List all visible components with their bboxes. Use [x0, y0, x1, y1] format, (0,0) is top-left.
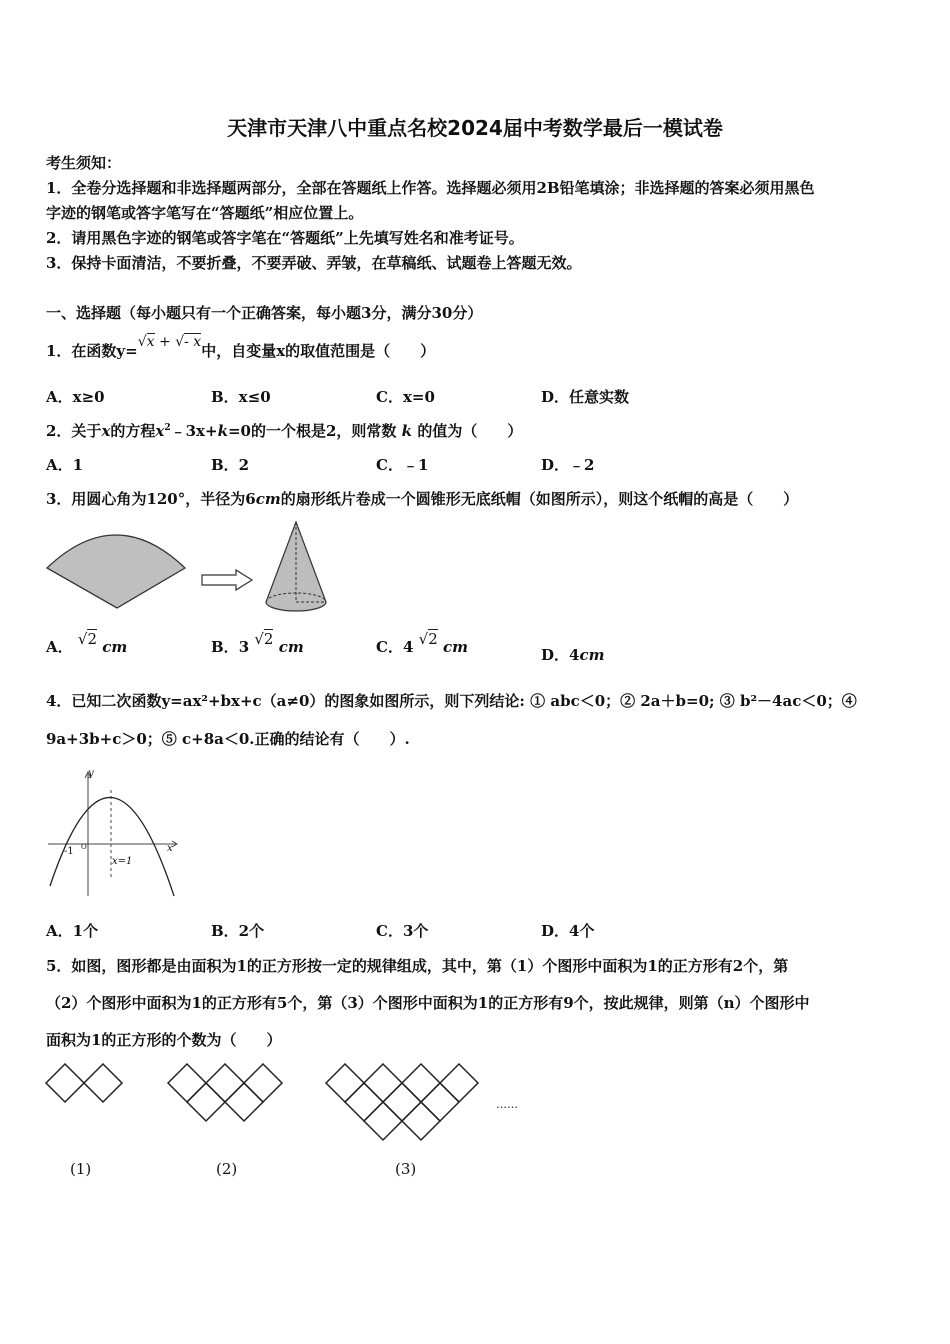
sqrt-sign: √2	[77, 630, 97, 648]
q2-option-d[interactable]: D．﹣2	[541, 456, 595, 474]
q3-unit: cm	[255, 490, 281, 508]
q1-formula	[138, 334, 201, 350]
q1-radicand-1: x	[146, 334, 155, 350]
notice-item-2: 2．请用黑色字迹的钢笔或答字笔在“答题纸”上先填写姓名和准考证号。	[46, 229, 524, 247]
question-1	[46, 334, 436, 361]
q1-option-c[interactable]: C．x=0	[376, 388, 435, 406]
neg-one-label: -1	[64, 846, 74, 857]
q4-option-c[interactable]: C．3个	[376, 922, 429, 940]
q2-text: 的方程	[110, 422, 156, 440]
page-title: 天津市天津八中重点名校2024届中考数学最后一模试卷	[227, 116, 723, 140]
q1-option-b[interactable]: B．x≤0	[211, 388, 271, 406]
option-letter: C．	[376, 638, 403, 656]
question-5-line-1: 5．如图，图形都是由面积为1的正方形按一定的规律组成，其中，第（1）个图形中面积为1的正方形有2个，第	[46, 957, 789, 975]
option-coefficient: 3	[238, 638, 250, 656]
q2-option-a[interactable]: A．1	[46, 456, 84, 474]
question-4-line-2: 9a+3b+c＞0；⑤ c+8a＜0.正确的结论有（ ）.	[46, 730, 410, 748]
cone-figure	[260, 518, 332, 618]
option-letter: D．	[541, 646, 570, 664]
question-4-line-1: 4．已知二次函数y=ax²+bx+c（a≠0）的图象如图所示，则下列结论: ① abc＜0；② 2a＋b=0; ③ b²－4ac＜0；④	[46, 692, 857, 710]
figure-label-3: (3)	[395, 1160, 417, 1178]
parabola-svg	[44, 768, 184, 900]
q1-prefix: 1．在函数y=	[46, 342, 138, 360]
q1-radicand-2: - x	[184, 334, 202, 350]
q3-option-b[interactable]	[211, 630, 304, 657]
option-unit: cm	[102, 638, 128, 656]
q2-var-x: x	[101, 422, 111, 440]
q2-var-x: x	[155, 422, 165, 440]
sqrt-sign: √2	[254, 630, 274, 648]
q3-text: 3．用圆心角为120°，半径为6	[46, 490, 256, 508]
option-unit: cm	[442, 638, 468, 656]
y-axis-label: y	[88, 768, 94, 779]
radicand: 2	[263, 630, 274, 648]
q1-option-a[interactable]: A．x≥0	[46, 388, 105, 406]
question-2	[46, 420, 522, 441]
radicand: 2	[87, 630, 97, 648]
question-5-line-2: （2）个图形中面积为1的正方形有5个，第（3）个图形中面积为1的正方形有9个，按此规律，则第（n）个图形中	[46, 994, 810, 1012]
pattern-ellipsis: ……	[496, 1098, 518, 1111]
sqrt-sign: √	[137, 334, 147, 350]
sector-figure	[44, 520, 189, 612]
q1-option-d[interactable]: D．任意实数	[541, 388, 630, 406]
q4-option-a[interactable]: A．1个	[46, 922, 99, 940]
notice-item-3: 3．保持卡面清洁，不要折叠，不要弄破、弄皱，在草稿纸、试题卷上答题无效。	[46, 254, 582, 272]
question-3	[46, 488, 798, 509]
q2-text: =0的一个根是2，则常数	[227, 422, 397, 440]
arrow-right-icon	[200, 568, 254, 592]
square-pattern-figures	[40, 1060, 530, 1150]
symmetry-axis-label: x=1	[112, 856, 133, 867]
q2-option-c[interactable]: C．﹣1	[376, 456, 429, 474]
notice-heading: 考生须知：	[46, 154, 122, 172]
radicand: 2	[428, 630, 438, 648]
x-axis-label: x	[167, 843, 173, 854]
q2-var-k: k	[217, 422, 228, 440]
parabola-graph	[44, 768, 184, 900]
question-5-line-3: 面积为1的正方形的个数为（ ）	[46, 1031, 282, 1049]
q2-var-k: k	[401, 422, 413, 440]
option-coefficient: 4	[569, 646, 580, 664]
q2-text: 的值为（ ）	[417, 422, 523, 440]
q3-option-a[interactable]	[46, 630, 128, 657]
q2-option-b[interactable]: B．2	[211, 456, 250, 474]
option-letter: A．	[46, 638, 73, 656]
q3-text: 的扇形纸片卷成一个圆锥形无底纸帽（如图所示），则这个纸帽的高是（ ）	[280, 490, 799, 508]
sqrt-sign: √2	[418, 630, 438, 648]
option-coefficient: 4	[402, 638, 414, 656]
q3-option-c[interactable]	[376, 630, 468, 657]
notice-item-1-cont: 字迹的钢笔或答字笔写在“答题纸”相应位置上。	[46, 204, 364, 222]
q3-option-d[interactable]	[541, 644, 604, 665]
origin-label: O	[81, 843, 87, 851]
section-heading: 一、选择题（每小题只有一个正确答案，每小题3分，满分30分）	[46, 304, 483, 322]
sqrt-sign: √	[175, 334, 185, 350]
q2-text: 2．关于	[46, 422, 102, 440]
q2-exponent: 2	[164, 423, 171, 433]
figure-label-1: (1)	[70, 1160, 92, 1178]
plus-sign: +	[159, 334, 171, 350]
option-unit: cm	[278, 638, 304, 656]
q4-option-d[interactable]: D．4个	[541, 922, 595, 940]
option-letter: B．	[211, 638, 239, 656]
figure-label-2: (2)	[216, 1160, 238, 1178]
option-unit: cm	[579, 646, 605, 664]
q2-text: ﹣3x+	[170, 422, 218, 440]
notice-item-1: 1．全卷分选择题和非选择题两部分，全部在答题纸上作答。选择题必须用2B铅笔填涂；非选择题的答案必须用黑色	[46, 179, 815, 197]
q1-suffix: 中，自变量x的取值范围是（ ）	[201, 342, 436, 360]
q4-option-b[interactable]: B．2个	[211, 922, 265, 940]
